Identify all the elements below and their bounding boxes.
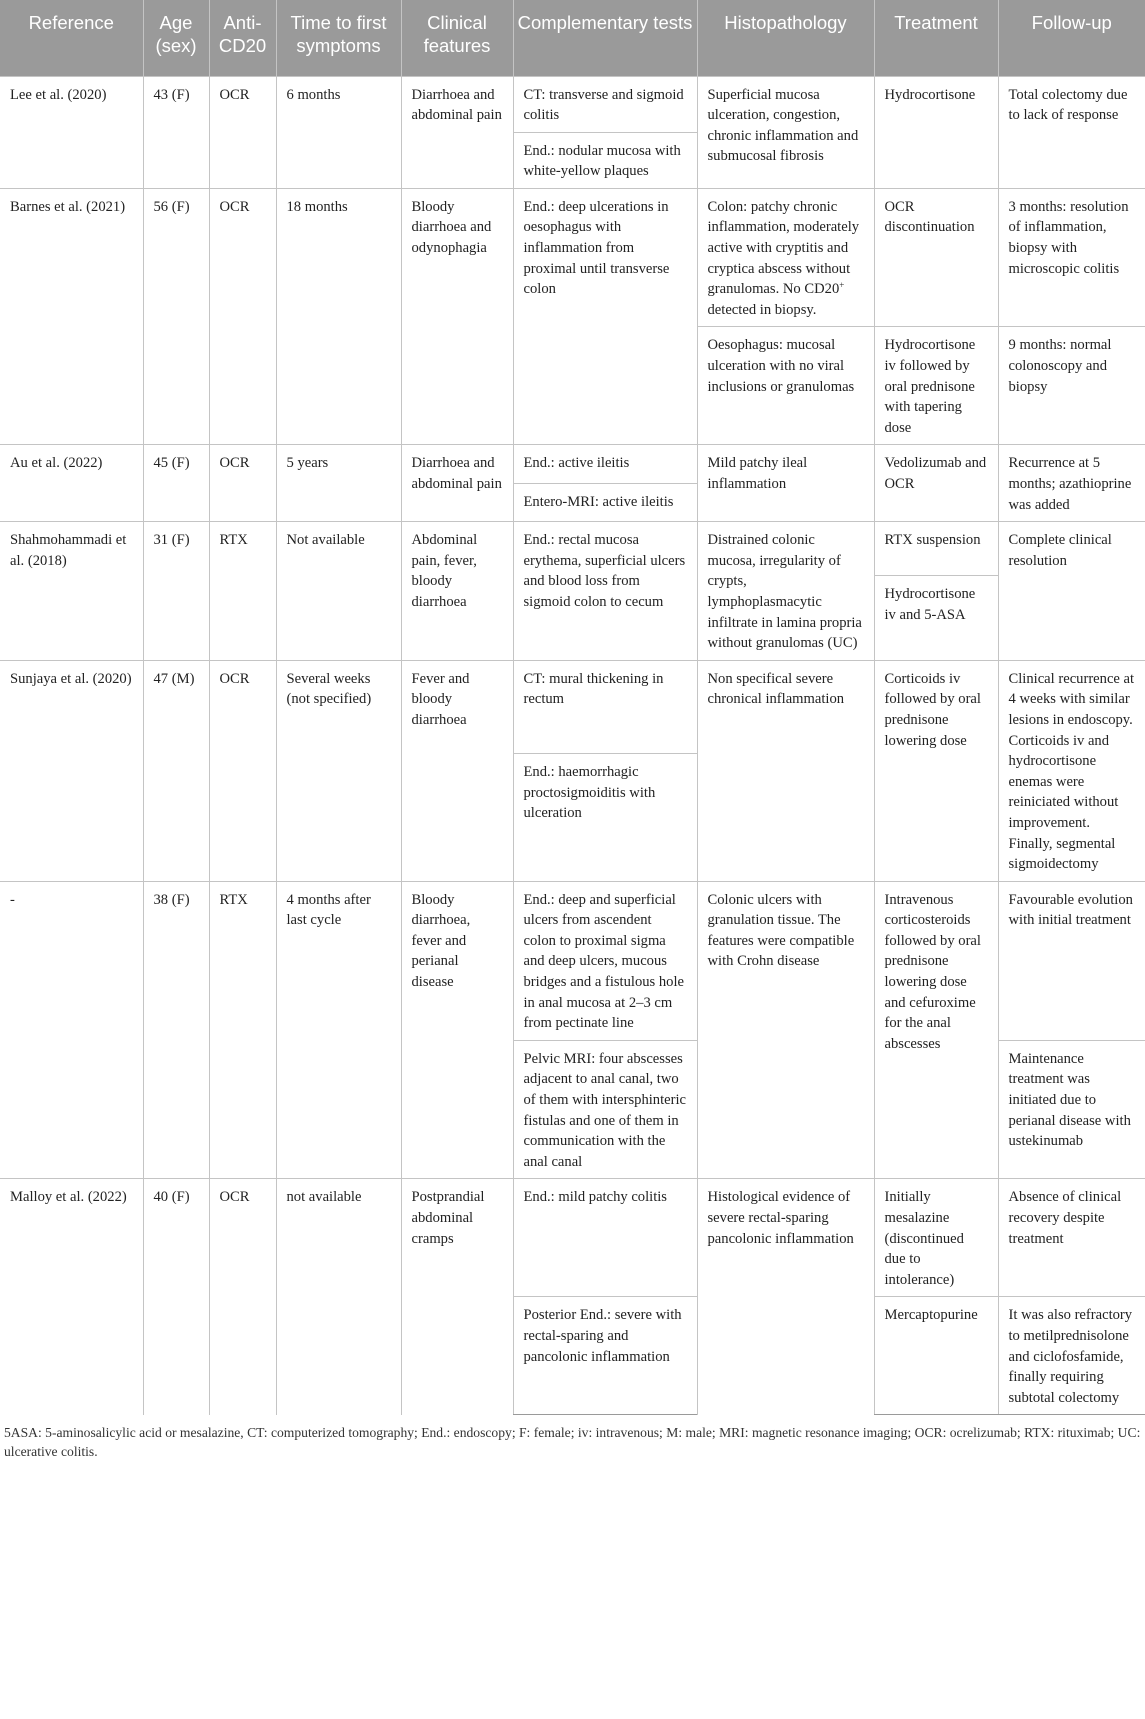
column-header: Age (sex) xyxy=(143,0,209,76)
cell-age-sex: 31 (F) xyxy=(143,522,209,661)
cell-histopathology: Mild patchy ileal inflammation xyxy=(697,445,874,522)
header-row xyxy=(0,0,1145,76)
cell-age-sex: 40 (F) xyxy=(143,1179,209,1415)
cell-time-to-symptoms: 18 months xyxy=(276,188,401,445)
cell-complementary-tests: CT: transverse and sigmoid colitis xyxy=(513,76,697,132)
cell-histopathology: Superficial mucosa ulceration, congestion, chronic inflammation and submucosal fibrosis xyxy=(697,76,874,188)
cell-reference: Au et al. (2022) xyxy=(0,445,143,522)
cell-clinical-features: Abdominal pain, fever, bloody diarrhoea xyxy=(401,522,513,661)
cell-age-sex: 56 (F) xyxy=(143,188,209,445)
cell-complementary-tests: End.: nodular mucosa with white-yellow plaques xyxy=(513,132,697,188)
cell-histopathology: Distrained colonic mucosa, irregularity of crypts, lymphoplasmacytic infiltrate in lamina propria without granulomas (UC) xyxy=(697,522,874,661)
superscript-plus: + xyxy=(839,280,845,291)
cell-complementary-tests: End.: rectal mucosa erythema, superficial ulcers and blood loss from sigmoid colon to cecum xyxy=(513,522,697,661)
cell-anti-cd20: OCR xyxy=(209,1179,276,1415)
cell-reference: Barnes et al. (2021) xyxy=(0,188,143,445)
column-header: Anti-CD20 xyxy=(209,0,276,76)
cell-time-to-symptoms: 5 years xyxy=(276,445,401,522)
cell-reference: Malloy et al. (2022) xyxy=(0,1179,143,1415)
table-row xyxy=(0,76,1145,132)
cell-age-sex: 38 (F) xyxy=(143,881,209,1179)
cell-time-to-symptoms: 4 months after last cycle xyxy=(276,881,401,1179)
cell-clinical-features: Bloody diarrhoea and odynophagia xyxy=(401,188,513,445)
cell-treatment: Corticoids iv followed by oral prednisone lowering dose xyxy=(874,660,998,881)
cell-clinical-features: Diarrhoea and abdominal pain xyxy=(401,76,513,188)
column-header: Clinical features xyxy=(401,0,513,76)
table-row xyxy=(0,188,1145,327)
cell-complementary-tests: End.: mild patchy colitis xyxy=(513,1179,697,1297)
cell-follow-up: It was also refractory to metilprednisolone and ciclofosfamide, finally requiring subtotal colectomy xyxy=(998,1297,1145,1415)
cell-time-to-symptoms: 6 months xyxy=(276,76,401,188)
cell-histopathology xyxy=(697,188,874,327)
cell-follow-up: 9 months: normal colonoscopy and biopsy xyxy=(998,327,1145,445)
cell-treatment: Mercaptopurine xyxy=(874,1297,998,1415)
cell-age-sex: 45 (F) xyxy=(143,445,209,522)
cell-follow-up: Favourable evolution with initial treatment xyxy=(998,881,1145,1040)
table-footnote: 5ASA: 5-aminosalicylic acid or mesalazine, CT: computerized tomography; End.: endoscopy; F: female; iv: intravenous; M: male; MRI: magnetic resonance imaging; OCR: ocrelizumab; RTX: rituximab; UC: ulcerative colitis. xyxy=(4,1425,1141,1460)
table-row xyxy=(0,881,1145,1040)
cell-follow-up: 3 months: resolution of inflammation, biopsy with microscopic colitis xyxy=(998,188,1145,327)
cell-complementary-tests: Posterior End.: severe with rectal-sparing and pancolonic inflammation xyxy=(513,1297,697,1415)
cell-histopathology: Colonic ulcers with granulation tissue. The features were compatible with Crohn disease xyxy=(697,881,874,1179)
cell-age-sex: 43 (F) xyxy=(143,76,209,188)
table-row xyxy=(0,1179,1145,1297)
cell-follow-up: Clinical recurrence at 4 weeks with similar lesions in endoscopy. Corticoids iv and hydrocortisone enemas were reiniciated without improvement. Finally, segmental sigmoidectomy xyxy=(998,660,1145,881)
cell-anti-cd20: OCR xyxy=(209,660,276,881)
cell-treatment: RTX suspension xyxy=(874,522,998,576)
cell-treatment: Hydrocortisone iv followed by oral prednisone with tapering dose xyxy=(874,327,998,445)
cell-follow-up: Recurrence at 5 months; azathioprine was added xyxy=(998,445,1145,522)
column-header: Complementary tests xyxy=(513,0,697,76)
cell-reference: Sunjaya et al. (2020) xyxy=(0,660,143,881)
cell-histopathology: Histological evidence of severe rectal-sparing pancolonic inflammation xyxy=(697,1179,874,1415)
cell-time-to-symptoms: not available xyxy=(276,1179,401,1415)
cell-time-to-symptoms: Several weeks (not specified) xyxy=(276,660,401,881)
cell-complementary-tests: CT: mural thickening in rectum xyxy=(513,660,697,753)
cell-clinical-features: Bloody diarrhoea, fever and perianal disease xyxy=(401,881,513,1179)
cell-reference: Shahmohammadi et al. (2018) xyxy=(0,522,143,661)
column-header: Histopathology xyxy=(697,0,874,76)
cell-treatment: Hydrocortisone xyxy=(874,76,998,188)
column-header: Reference xyxy=(0,0,143,76)
cell-histopathology: Oesophagus: mucosal ulceration with no viral inclusions or granulomas xyxy=(697,327,874,445)
cell-complementary-tests: End.: deep ulcerations in oesophagus with inflammation from proximal until transverse colon xyxy=(513,188,697,445)
cell-follow-up: Maintenance treatment was initiated due to perianal disease with ustekinumab xyxy=(998,1040,1145,1179)
cell-follow-up: Absence of clinical recovery despite treatment xyxy=(998,1179,1145,1297)
cell-complementary-tests: Entero-MRI: active ileitis xyxy=(513,483,697,521)
table-row xyxy=(0,522,1145,576)
cell-anti-cd20: OCR xyxy=(209,76,276,188)
cell-anti-cd20: OCR xyxy=(209,445,276,522)
cell-clinical-features: Fever and bloody diarrhoea xyxy=(401,660,513,881)
cell-anti-cd20: OCR xyxy=(209,188,276,445)
cell-clinical-features: Postprandial abdominal cramps xyxy=(401,1179,513,1415)
cell-age-sex: 47 (M) xyxy=(143,660,209,881)
histo-text: detected in biopsy. xyxy=(707,301,817,318)
cell-complementary-tests: End.: haemorrhagic proctosigmoiditis with ulceration xyxy=(513,754,697,882)
cell-histopathology: Non specifical severe chronical inflammation xyxy=(697,660,874,881)
table-row xyxy=(0,445,1145,483)
cell-clinical-features: Diarrhoea and abdominal pain xyxy=(401,445,513,522)
cell-reference: Lee et al. (2020) xyxy=(0,76,143,188)
cell-time-to-symptoms: Not available xyxy=(276,522,401,661)
table-row xyxy=(0,660,1145,753)
column-header: Time to first symptoms xyxy=(276,0,401,76)
cell-treatment: OCR discontinuation xyxy=(874,188,998,327)
cell-complementary-tests: End.: deep and superficial ulcers from ascendent colon to proximal sigma and deep ulcers, mucous bridges and a fistulous hole in anal mucosa at 2–3 cm from pectinate line xyxy=(513,881,697,1040)
cell-reference: - xyxy=(0,881,143,1179)
cell-follow-up: Total colectomy due to lack of response xyxy=(998,76,1145,188)
cell-treatment: Hydrocortisone iv and 5-ASA xyxy=(874,575,998,660)
column-header: Treatment xyxy=(874,0,998,76)
column-header: Follow-up xyxy=(998,0,1145,76)
cell-anti-cd20: RTX xyxy=(209,522,276,661)
cell-treatment: Vedolizumab and OCR xyxy=(874,445,998,522)
cell-anti-cd20: RTX xyxy=(209,881,276,1179)
cell-complementary-tests: Pelvic MRI: four abscesses adjacent to anal canal, two of them with intersphinteric fistulas and one of them in communication with the anal canal xyxy=(513,1040,697,1179)
histo-text: Colon: patchy chronic inflammation, moderately active with cryptitis and cryptica abscess without granulomas. No CD20 xyxy=(707,198,860,298)
cell-treatment: Intravenous corticosteroids followed by oral prednisone lowering dose and cefuroxime for the anal abscesses xyxy=(874,881,998,1179)
cell-follow-up: Complete clinical resolution xyxy=(998,522,1145,661)
cell-complementary-tests: End.: active ileitis xyxy=(513,445,697,483)
cell-treatment: Initially mesalazine (discontinued due to intolerance) xyxy=(874,1179,998,1297)
